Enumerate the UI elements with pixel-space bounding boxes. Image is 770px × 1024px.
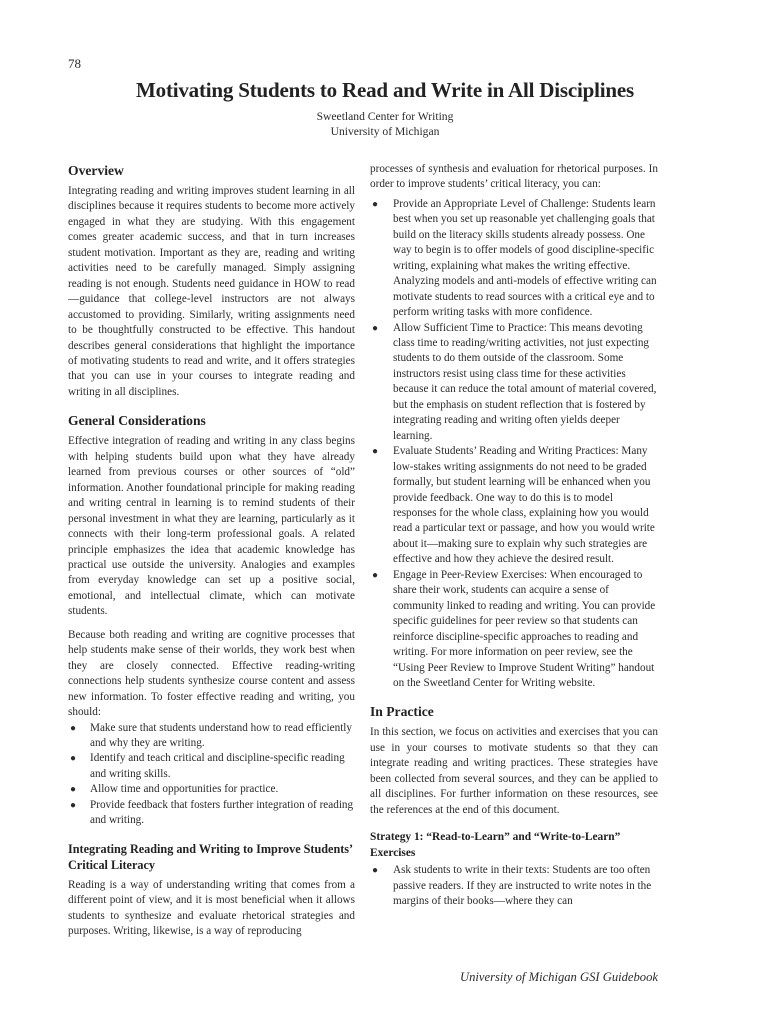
- list-item: ● Allow Sufficient Time to Practice: This means devoting class time to reading/writing activities, not just expecting students to do them outside of the classroom. Some instructors resist using class time for these activities because it can reduce the total amount of material covered, but the emphasis on student reflection that is fostered by integrating reading and writing often yields deeper learning.: [372, 321, 657, 442]
- in-practice-paragraph: In this section, we focus on activities and exercises that you can use in your courses to motivate students so that they can integrate reading and writing practices. These strategies have been collected from several sources, and they can be applied to all disciplines. For further information on these resources, see the references at the end of this document.: [370, 726, 658, 816]
- overview-paragraph: Integrating reading and writing improves student learning in all disciplines because it requires students to become more actively engaged in what they are studying. With this engagement comes greater academic success, and that in turn increases student motivation. Important as they are, reading and writing activities need to be carefully managed. Simply assigning reading is not enough. Students need guidance in HOW to read—guidance that college-level instructors are not always accustomed to providing. Similarly, writing assignments need to be thoughtfully constructed to be effective. This handout describes general considerations that highlight the importance of motivating students to read and write, and it offers strategies that you can use in your courses to integrate reading and writing in all disciplines.: [68, 185, 355, 398]
- list-item: ● Provide an Appropriate Level of Challenge: Students learn best when you set up reasonable yet challenging goals that build on the literacy skills students already possess. One way to begin is to offer models of good discipline-specific writing, explaining what makes the writing effective. Analyzing models and anti-models of effective writing can motivate students to read sources with a critical eye and to perform writing tasks with more confidence.: [372, 197, 657, 319]
- bullet-icon: ●: [70, 784, 77, 796]
- list-item: ● Identify and teach critical and discipline-specific reading and writing skills.: [70, 752, 345, 780]
- general-considerations-paragraph-2: Because both reading and writing are cognitive processes that help students make sense of their worlds, they work best when they are closely connected. Effective reading-writing connections help students synthesize course content and assess new information. To foster effective reading and writing, you should:: [68, 628, 355, 719]
- subtitle-organization: Sweetland Center for Writing: [316, 110, 454, 123]
- list-item: ● Ask students to write in their texts: Students are too often passive readers. If they are instructed to write notes in the margins of their books—where they can: [372, 864, 652, 908]
- integrating-heading: Integrating Reading and Writing to Improve Students’ Critical Literacy: [68, 841, 353, 873]
- list-item: ● Engage in Peer-Review Exercises: When encouraged to share their work, students can acquire a sense of community linked to reading and writing. You can provide specific guidelines for peer review so that students can reinforce discipline-specific approaches to reading and writing. For more information on peer review, see the “Using Peer Review to Improve Student Writing” handout on the Sweetland Center for Writing website.: [372, 568, 656, 689]
- overview-heading: Overview: [68, 163, 124, 178]
- bullet-icon: ●: [70, 799, 77, 811]
- bullet-icon: ●: [372, 446, 379, 458]
- strategy-1-heading: Strategy 1: “Read-to-Learn” and “Write-to-Learn” Exercises: [370, 831, 621, 859]
- page-number: 78: [68, 56, 81, 71]
- list-item: ● Make sure that students understand how to read efficiently and why they are writing.: [70, 721, 353, 749]
- strategy-list: [370, 863, 658, 909]
- page-title: Motivating Students to Read and Write in All Disciplines: [136, 78, 634, 102]
- continuation-paragraph: processes of synthesis and evaluation for rhetorical purposes. In order to improve students’ critical literacy, you can:: [370, 163, 658, 191]
- bullet-icon: ●: [70, 722, 77, 734]
- list-item: ● Allow time and opportunities for practice.: [68, 782, 355, 797]
- bullet-icon: ●: [372, 569, 379, 581]
- list-item: ● Provide feedback that fosters further integration of reading and writing.: [70, 798, 354, 827]
- bullet-icon: ●: [372, 322, 379, 334]
- bullet-icon: ●: [372, 198, 379, 210]
- in-practice-heading: In Practice: [370, 704, 434, 720]
- footer-guidebook-title: University of Michigan GSI Guidebook: [460, 970, 658, 984]
- subtitle-university: University of Michigan: [330, 125, 440, 138]
- list-item: ● Evaluate Students’ Reading and Writing Practices: Many low-stakes writing assignments do not need to be graded formally, but student learning will be enhanced when you provide feedback. One way to do this is to model responses for the whole class, explaining how you would read a particular text or passage, and how you would write about it—making sure to explain why such strategies are effective and how they achieve the desired result.: [372, 445, 655, 566]
- right-column: [370, 162, 658, 909]
- should-list: [68, 721, 355, 829]
- subtitle: [60, 109, 710, 139]
- left-column: [68, 162, 355, 939]
- general-considerations-heading: General Considerations: [68, 413, 206, 429]
- general-considerations-paragraph-1: Effective integration of reading and writing in any class begins with helping students build upon what they have already learned from previous courses or other sources of “old” information. Another foundational principle for making reading and writing central in learning is to remind students of their personal investment in what they are learning, particularly as it connects with their long-term professional goals. A related principle emphasizes the idea that academic knowledge has practical use outside the university. Analogies and examples from everyday knowledge can set up a positive social, emotional, and intellectual climate, which can motivate students.: [68, 435, 355, 618]
- integrating-paragraph: Reading is a way of understanding writing that comes from a different point of view, and it is most beneficial when it allows students to synthesize and evaluate rhetorical strategies and purposes. Writing, likewise, is a way of reproducing: [68, 878, 355, 938]
- literacy-list: [370, 197, 658, 692]
- bullet-icon: ●: [372, 865, 379, 877]
- bullet-icon: ●: [70, 753, 77, 765]
